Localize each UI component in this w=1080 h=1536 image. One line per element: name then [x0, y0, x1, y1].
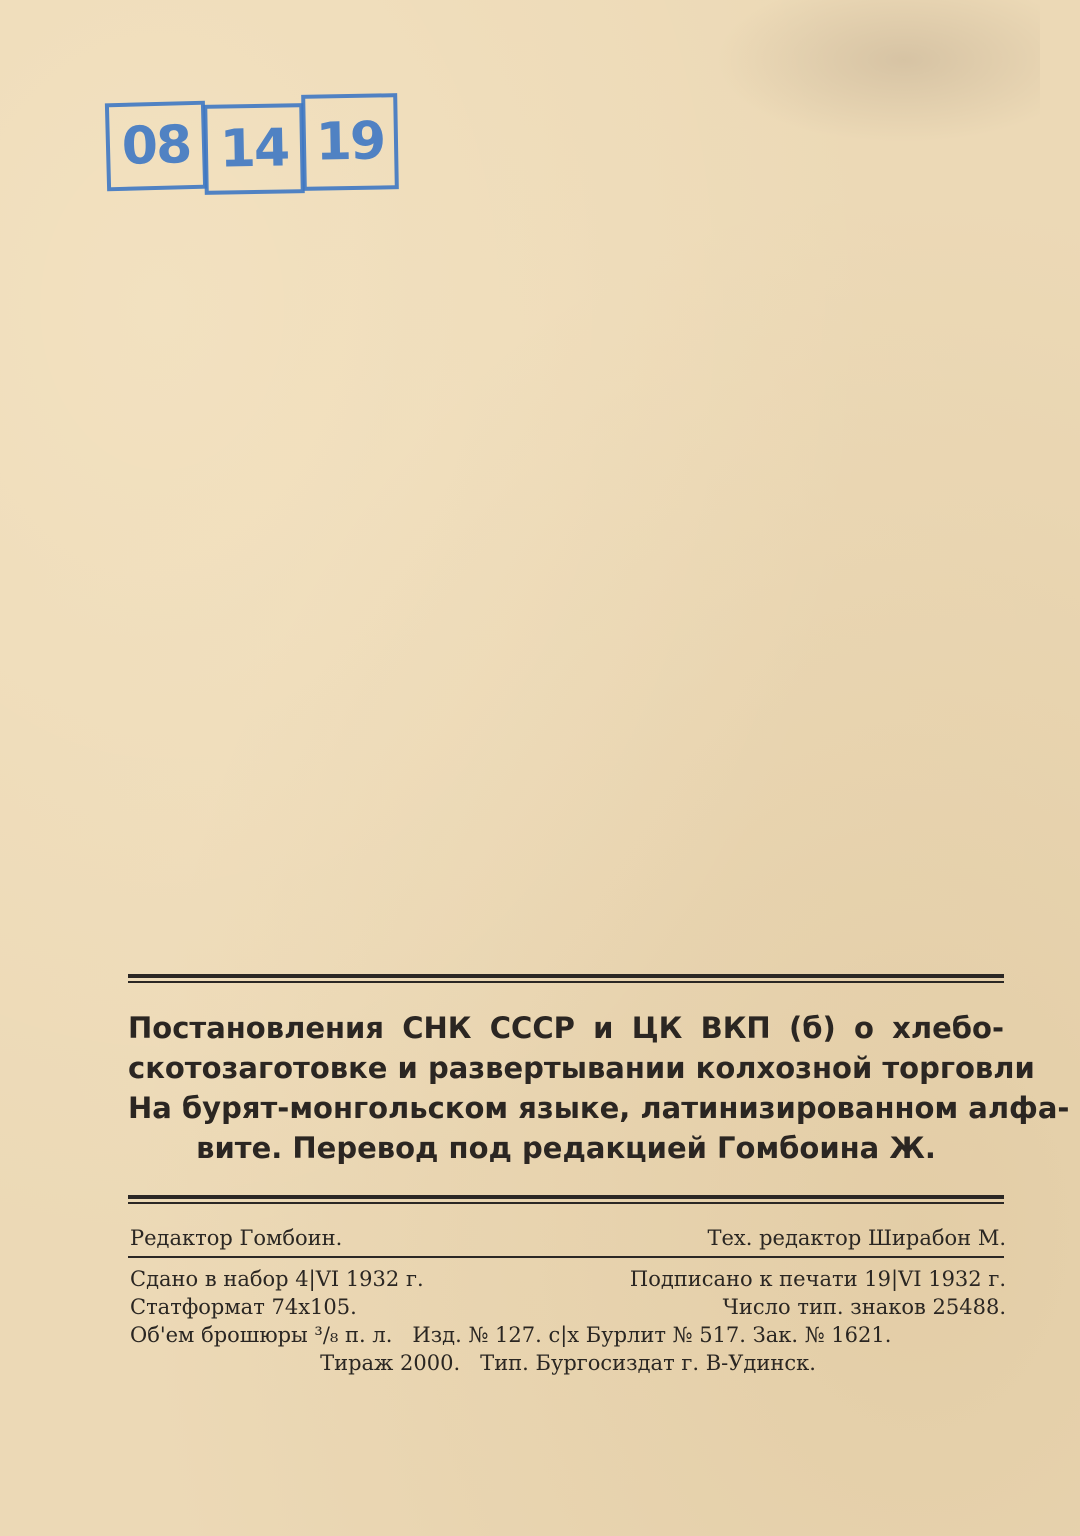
- title-line-3: На бурят-монгольском языке, латинизированном алфа-: [128, 1091, 1070, 1125]
- top-rule-thin: [128, 981, 1004, 983]
- title-line-2: скотозаготовке и развертывании колхозной торговли: [128, 1051, 1035, 1085]
- dates-row: [130, 1266, 1006, 1292]
- paper-format: Статформат 74x105.: [130, 1295, 357, 1319]
- stamp-number-1: 08: [105, 101, 207, 192]
- editors-row: [130, 1225, 1006, 1251]
- library-stamp: [106, 94, 396, 194]
- volume-info: Об'ем брошюры ³/₈ п. л. Изд. № 127. с|х Бурлит № 517. Зак. № 1621.: [130, 1323, 892, 1347]
- char-count: Число тип. знаков 25488.: [722, 1295, 1006, 1319]
- title-block: [128, 1008, 1070, 1168]
- editors-rule: [128, 1256, 1004, 1258]
- format-row: [130, 1294, 1006, 1320]
- editor-credit: Редактор Гомбоин.: [130, 1226, 343, 1250]
- print-run-info: Тираж 2000. Тип. Бургосиздат г. В-Удинск.: [320, 1351, 816, 1375]
- print-run-row: [130, 1350, 1006, 1376]
- faint-handwriting-mark: [700, 0, 1040, 150]
- middle-rule-thin: [128, 1202, 1004, 1204]
- title-line-4: вите. Перевод под редакцией Гомбоина Ж.: [196, 1131, 936, 1165]
- top-rule-thick: [128, 974, 1004, 978]
- title-line-1: Постановления СНК СССР и ЦК ВКП (б) о хлебо-: [128, 1011, 1004, 1045]
- volume-row: [130, 1322, 1006, 1348]
- stamp-number-2: 14: [203, 103, 305, 195]
- submitted-date: Сдано в набор 4|VI 1932 г.: [130, 1267, 424, 1291]
- stamp-number-3: 19: [301, 93, 399, 191]
- signed-date: Подписано к печати 19|VI 1932 г.: [629, 1267, 1006, 1291]
- tech-editor-credit: Тех. редактор Ширабон М.: [707, 1226, 1006, 1250]
- middle-rule-thick: [128, 1195, 1004, 1199]
